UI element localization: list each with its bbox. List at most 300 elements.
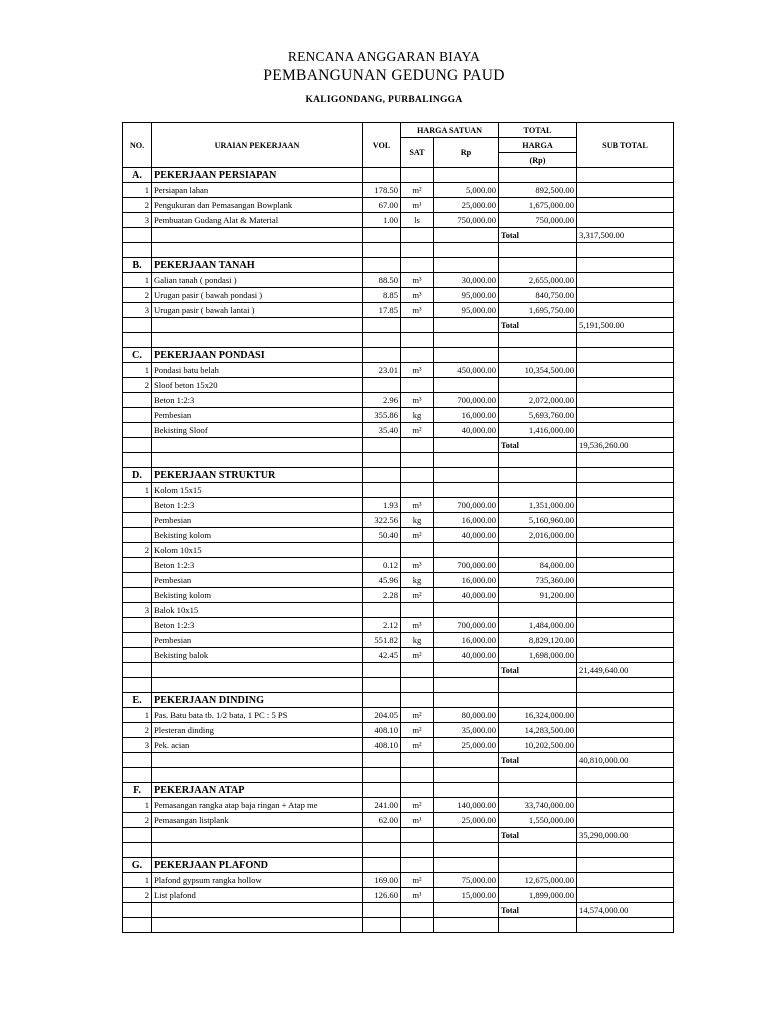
spacer-row — [123, 678, 674, 693]
table-row — [123, 603, 674, 618]
cell-subtotal — [577, 723, 674, 738]
cell-sat: m³ — [401, 288, 434, 303]
cell-total: 1,698,000.00 — [499, 648, 577, 663]
cell-vol: 88.50 — [363, 273, 401, 288]
cell-sat — [401, 468, 434, 483]
cell-uraian — [152, 228, 363, 243]
cell-no — [123, 648, 152, 663]
cell-rp — [434, 438, 499, 453]
cell-rp — [434, 663, 499, 678]
cell-no: 3 — [123, 303, 152, 318]
subtotal-value: 21,449,640.00 — [577, 663, 674, 678]
cell-sat — [401, 903, 434, 918]
table-row — [123, 423, 674, 438]
cell-no: 3 — [123, 603, 152, 618]
cell-rp: 140,000.00 — [434, 798, 499, 813]
section-title: PEKERJAAN PERSIAPAN — [152, 168, 363, 183]
cell-rp — [434, 603, 499, 618]
header-no: NO. — [123, 123, 152, 168]
cell-no: 1 — [123, 363, 152, 378]
cell-no: 2 — [123, 543, 152, 558]
cell-total — [499, 333, 577, 348]
cell-subtotal — [577, 468, 674, 483]
cell-total: 12,675,000.00 — [499, 873, 577, 888]
cell-vol — [363, 663, 401, 678]
cell-total: 1,675,000.00 — [499, 198, 577, 213]
cell-vol — [363, 453, 401, 468]
cell-total: 840,750.00 — [499, 288, 577, 303]
cell-vol — [363, 438, 401, 453]
table-header — [123, 123, 674, 168]
cell-total: 2,072,000.00 — [499, 393, 577, 408]
cell-rp — [434, 918, 499, 933]
table-row — [123, 588, 674, 603]
cell-sat: m³ — [401, 618, 434, 633]
table-row — [123, 723, 674, 738]
cell-vol — [363, 258, 401, 273]
cell-no: A. — [123, 168, 152, 183]
cell-rp — [434, 258, 499, 273]
cell-total — [499, 543, 577, 558]
cell-no — [123, 408, 152, 423]
cell-subtotal — [577, 618, 674, 633]
cell-total — [499, 858, 577, 873]
cell-uraian: Pembuatan Gudang Alat & Material — [152, 213, 363, 228]
cell-rp — [434, 483, 499, 498]
cell-subtotal — [577, 348, 674, 363]
cell-no: 2 — [123, 288, 152, 303]
cell-no: 1 — [123, 273, 152, 288]
table-row — [123, 378, 674, 393]
cell-vol — [363, 333, 401, 348]
total-row — [123, 828, 674, 843]
cell-vol — [363, 378, 401, 393]
budget-table — [122, 122, 674, 933]
cell-total — [499, 348, 577, 363]
section-title: PEKERJAAN ATAP — [152, 783, 363, 798]
header-sat: SAT — [401, 138, 434, 168]
cell-rp: 35,000.00 — [434, 723, 499, 738]
table-row — [123, 183, 674, 198]
cell-total — [499, 378, 577, 393]
cell-no — [123, 588, 152, 603]
cell-sat — [401, 333, 434, 348]
cell-sat: m³ — [401, 273, 434, 288]
subtotal-value: 35,290,000.00 — [577, 828, 674, 843]
cell-rp: 95,000.00 — [434, 303, 499, 318]
table-row — [123, 633, 674, 648]
cell-subtotal — [577, 633, 674, 648]
cell-subtotal — [577, 243, 674, 258]
cell-rp: 75,000.00 — [434, 873, 499, 888]
cell-vol — [363, 753, 401, 768]
cell-uraian — [152, 903, 363, 918]
table-row — [123, 408, 674, 423]
table-row — [123, 813, 674, 828]
cell-uraian: Beton 1:2:3 — [152, 498, 363, 513]
cell-rp: 30,000.00 — [434, 273, 499, 288]
section-title: PEKERJAAN STRUKTUR — [152, 468, 363, 483]
section-title: PEKERJAAN PLAFOND — [152, 858, 363, 873]
cell-no — [123, 423, 152, 438]
cell-rp: 25,000.00 — [434, 198, 499, 213]
cell-vol: 45.96 — [363, 573, 401, 588]
cell-uraian — [152, 438, 363, 453]
cell-no: 2 — [123, 888, 152, 903]
cell-uraian: Pembesian — [152, 408, 363, 423]
section-row — [123, 858, 674, 873]
total-label: Total — [499, 438, 577, 453]
cell-rp: 40,000.00 — [434, 423, 499, 438]
cell-no — [123, 843, 152, 858]
cell-vol — [363, 918, 401, 933]
spacer-row — [123, 453, 674, 468]
cell-no: C. — [123, 348, 152, 363]
table-row — [123, 483, 674, 498]
table-row — [123, 543, 674, 558]
cell-uraian: Bekisting kolom — [152, 528, 363, 543]
cell-vol: 1.93 — [363, 498, 401, 513]
cell-vol: 2.96 — [363, 393, 401, 408]
table-row — [123, 363, 674, 378]
cell-subtotal — [577, 273, 674, 288]
cell-rp: 15,000.00 — [434, 888, 499, 903]
cell-sat — [401, 453, 434, 468]
cell-no: 1 — [123, 483, 152, 498]
section-title: PEKERJAAN PONDASI — [152, 348, 363, 363]
cell-total: 1,899,000.00 — [499, 888, 577, 903]
cell-uraian — [152, 318, 363, 333]
cell-sat — [401, 228, 434, 243]
cell-total: 5,160,960.00 — [499, 513, 577, 528]
cell-rp: 16,000.00 — [434, 513, 499, 528]
spacer-row — [123, 843, 674, 858]
cell-rp: 40,000.00 — [434, 648, 499, 663]
cell-vol: 126.60 — [363, 888, 401, 903]
cell-sat: kg — [401, 633, 434, 648]
cell-subtotal — [577, 183, 674, 198]
cell-no — [123, 228, 152, 243]
table-row — [123, 213, 674, 228]
cell-vol: 408.10 — [363, 738, 401, 753]
cell-rp — [434, 453, 499, 468]
spacer-row — [123, 243, 674, 258]
cell-subtotal — [577, 888, 674, 903]
cell-total — [499, 468, 577, 483]
subtotal-value: 14,574,000.00 — [577, 903, 674, 918]
cell-uraian: Pembesian — [152, 633, 363, 648]
cell-total: 1,416,000.00 — [499, 423, 577, 438]
cell-no: 2 — [123, 378, 152, 393]
cell-uraian: Persiapan lahan — [152, 183, 363, 198]
cell-sat: m² — [401, 708, 434, 723]
cell-subtotal — [577, 603, 674, 618]
cell-vol — [363, 828, 401, 843]
cell-subtotal — [577, 408, 674, 423]
cell-rp — [434, 828, 499, 843]
table-row — [123, 618, 674, 633]
cell-sat: m² — [401, 528, 434, 543]
cell-uraian — [152, 918, 363, 933]
cell-subtotal — [577, 168, 674, 183]
cell-total: 16,324,000.00 — [499, 708, 577, 723]
section-row — [123, 168, 674, 183]
spacer-row — [123, 768, 674, 783]
cell-rp — [434, 228, 499, 243]
cell-vol: 67.00 — [363, 198, 401, 213]
cell-no — [123, 513, 152, 528]
cell-total — [499, 483, 577, 498]
cell-uraian: Kolom 15x15 — [152, 483, 363, 498]
cell-vol: 551.82 — [363, 633, 401, 648]
cell-total: 10,354,500.00 — [499, 363, 577, 378]
cell-rp — [434, 333, 499, 348]
total-label: Total — [499, 318, 577, 333]
cell-no: 1 — [123, 798, 152, 813]
cell-uraian — [152, 333, 363, 348]
cell-sat: m² — [401, 738, 434, 753]
table-row — [123, 558, 674, 573]
cell-rp: 700,000.00 — [434, 498, 499, 513]
cell-rp: 80,000.00 — [434, 708, 499, 723]
cell-vol: 241.00 — [363, 798, 401, 813]
table-row — [123, 303, 674, 318]
cell-total: 33,740,000.00 — [499, 798, 577, 813]
cell-vol: 50.40 — [363, 528, 401, 543]
cell-sat — [401, 378, 434, 393]
cell-subtotal — [577, 858, 674, 873]
cell-no — [123, 558, 152, 573]
cell-subtotal — [577, 483, 674, 498]
table-row — [123, 573, 674, 588]
cell-no — [123, 438, 152, 453]
total-label: Total — [499, 228, 577, 243]
cell-rp: 700,000.00 — [434, 618, 499, 633]
cell-subtotal — [577, 678, 674, 693]
cell-no — [123, 918, 152, 933]
header-subtotal: SUB TOTAL — [577, 123, 674, 168]
cell-subtotal — [577, 648, 674, 663]
cell-sat — [401, 603, 434, 618]
cell-uraian: Bekisting balok — [152, 648, 363, 663]
section-title: PEKERJAAN DINDING — [152, 693, 363, 708]
cell-sat: m³ — [401, 303, 434, 318]
cell-subtotal — [577, 453, 674, 468]
cell-sat — [401, 678, 434, 693]
cell-uraian: Beton 1:2:3 — [152, 558, 363, 573]
section-row — [123, 348, 674, 363]
subtotal-value: 5,191,500.00 — [577, 318, 674, 333]
cell-rp — [434, 783, 499, 798]
cell-subtotal — [577, 918, 674, 933]
table-row — [123, 273, 674, 288]
cell-total: 2,016,000.00 — [499, 528, 577, 543]
cell-vol: 0.12 — [363, 558, 401, 573]
cell-sat: m² — [401, 798, 434, 813]
cell-uraian: Galian tanah ( pondasi ) — [152, 273, 363, 288]
cell-no: G. — [123, 858, 152, 873]
cell-uraian: Pemasangan listplank — [152, 813, 363, 828]
section-title: PEKERJAAN TANAH — [152, 258, 363, 273]
cell-total: 1,484,000.00 — [499, 618, 577, 633]
cell-sat: m² — [401, 723, 434, 738]
cell-total: 10,202,500.00 — [499, 738, 577, 753]
cell-vol: 2.28 — [363, 588, 401, 603]
cell-total — [499, 843, 577, 858]
cell-subtotal — [577, 693, 674, 708]
cell-total: 84,000.00 — [499, 558, 577, 573]
cell-subtotal — [577, 798, 674, 813]
cell-uraian: Pondasi batu belah — [152, 363, 363, 378]
cell-no: 1 — [123, 183, 152, 198]
cell-subtotal — [577, 768, 674, 783]
total-label: Total — [499, 753, 577, 768]
cell-sat — [401, 348, 434, 363]
table-row — [123, 873, 674, 888]
cell-uraian: Beton 1:2:3 — [152, 393, 363, 408]
cell-rp — [434, 168, 499, 183]
cell-vol: 169.00 — [363, 873, 401, 888]
cell-sat — [401, 168, 434, 183]
cell-sat: m¹ — [401, 813, 434, 828]
cell-rp: 95,000.00 — [434, 288, 499, 303]
cell-vol — [363, 243, 401, 258]
cell-uraian — [152, 453, 363, 468]
cell-vol — [363, 348, 401, 363]
cell-vol — [363, 543, 401, 558]
cell-total — [499, 768, 577, 783]
cell-sat: m² — [401, 873, 434, 888]
cell-subtotal — [577, 783, 674, 798]
cell-no — [123, 333, 152, 348]
cell-sat: m² — [401, 648, 434, 663]
cell-subtotal — [577, 573, 674, 588]
header-uraian: URAIAN PEKERJAAN — [152, 123, 363, 168]
cell-no: E. — [123, 693, 152, 708]
cell-rp — [434, 243, 499, 258]
cell-sat — [401, 753, 434, 768]
cell-no — [123, 768, 152, 783]
cell-uraian: Pek. acian — [152, 738, 363, 753]
cell-sat — [401, 483, 434, 498]
table-row — [123, 393, 674, 408]
cell-total: 750,000.00 — [499, 213, 577, 228]
cell-vol: 42.45 — [363, 648, 401, 663]
cell-total: 735,360.00 — [499, 573, 577, 588]
table-row — [123, 708, 674, 723]
cell-sat — [401, 693, 434, 708]
table-row — [123, 648, 674, 663]
cell-sat — [401, 783, 434, 798]
cell-vol — [363, 168, 401, 183]
header-vol: VOL — [363, 123, 401, 168]
cell-rp: 40,000.00 — [434, 588, 499, 603]
cell-subtotal — [577, 423, 674, 438]
cell-no: 2 — [123, 198, 152, 213]
cell-no: 2 — [123, 813, 152, 828]
cell-rp — [434, 678, 499, 693]
cell-uraian: Urugan pasir ( bawah lantai ) — [152, 303, 363, 318]
cell-vol: 204.05 — [363, 708, 401, 723]
cell-vol: 355.86 — [363, 408, 401, 423]
cell-uraian: Bekisting Sloof — [152, 423, 363, 438]
cell-sat — [401, 243, 434, 258]
cell-sat: kg — [401, 408, 434, 423]
cell-uraian: Sloof beton 15x20 — [152, 378, 363, 393]
cell-subtotal — [577, 738, 674, 753]
subtotal-value: 19,536,260.00 — [577, 438, 674, 453]
cell-total — [499, 693, 577, 708]
cell-sat: m³ — [401, 498, 434, 513]
cell-rp — [434, 858, 499, 873]
cell-vol — [363, 903, 401, 918]
cell-no — [123, 573, 152, 588]
total-label: Total — [499, 663, 577, 678]
cell-subtotal — [577, 288, 674, 303]
spacer-row — [123, 918, 674, 933]
cell-vol: 8.85 — [363, 288, 401, 303]
subtotal-value: 40,810,000.00 — [577, 753, 674, 768]
cell-vol: 2.12 — [363, 618, 401, 633]
cell-total — [499, 603, 577, 618]
table-body — [123, 168, 674, 933]
cell-total: 5,693,760.00 — [499, 408, 577, 423]
cell-subtotal — [577, 588, 674, 603]
cell-subtotal — [577, 498, 674, 513]
cell-subtotal — [577, 213, 674, 228]
subtotal-value: 3,317,500.00 — [577, 228, 674, 243]
cell-no: 2 — [123, 723, 152, 738]
cell-no: 1 — [123, 873, 152, 888]
cell-uraian — [152, 663, 363, 678]
section-row — [123, 468, 674, 483]
cell-uraian: Kolom 10x15 — [152, 543, 363, 558]
cell-no — [123, 453, 152, 468]
cell-total — [499, 168, 577, 183]
cell-no — [123, 753, 152, 768]
cell-subtotal — [577, 708, 674, 723]
cell-sat — [401, 543, 434, 558]
cell-subtotal — [577, 378, 674, 393]
cell-rp: 16,000.00 — [434, 633, 499, 648]
cell-no — [123, 498, 152, 513]
cell-no — [123, 243, 152, 258]
cell-rp — [434, 348, 499, 363]
cell-sat — [401, 918, 434, 933]
cell-total — [499, 243, 577, 258]
cell-rp — [434, 693, 499, 708]
cell-sat: kg — [401, 513, 434, 528]
cell-no — [123, 528, 152, 543]
cell-rp — [434, 768, 499, 783]
table-row — [123, 288, 674, 303]
header-total-line2: HARGA — [499, 138, 577, 153]
cell-no — [123, 678, 152, 693]
cell-total: 8,829,120.00 — [499, 633, 577, 648]
cell-rp: 16,000.00 — [434, 408, 499, 423]
cell-subtotal — [577, 393, 674, 408]
cell-sat — [401, 318, 434, 333]
cell-uraian — [152, 768, 363, 783]
cell-uraian: Pas. Batu bata tb. 1/2 bata, 1 PC : 5 PS — [152, 708, 363, 723]
spacer-row — [123, 333, 674, 348]
cell-uraian: Plesteran dinding — [152, 723, 363, 738]
cell-rp — [434, 468, 499, 483]
cell-vol — [363, 783, 401, 798]
cell-rp: 25,000.00 — [434, 738, 499, 753]
cell-subtotal — [577, 813, 674, 828]
cell-rp: 450,000.00 — [434, 363, 499, 378]
